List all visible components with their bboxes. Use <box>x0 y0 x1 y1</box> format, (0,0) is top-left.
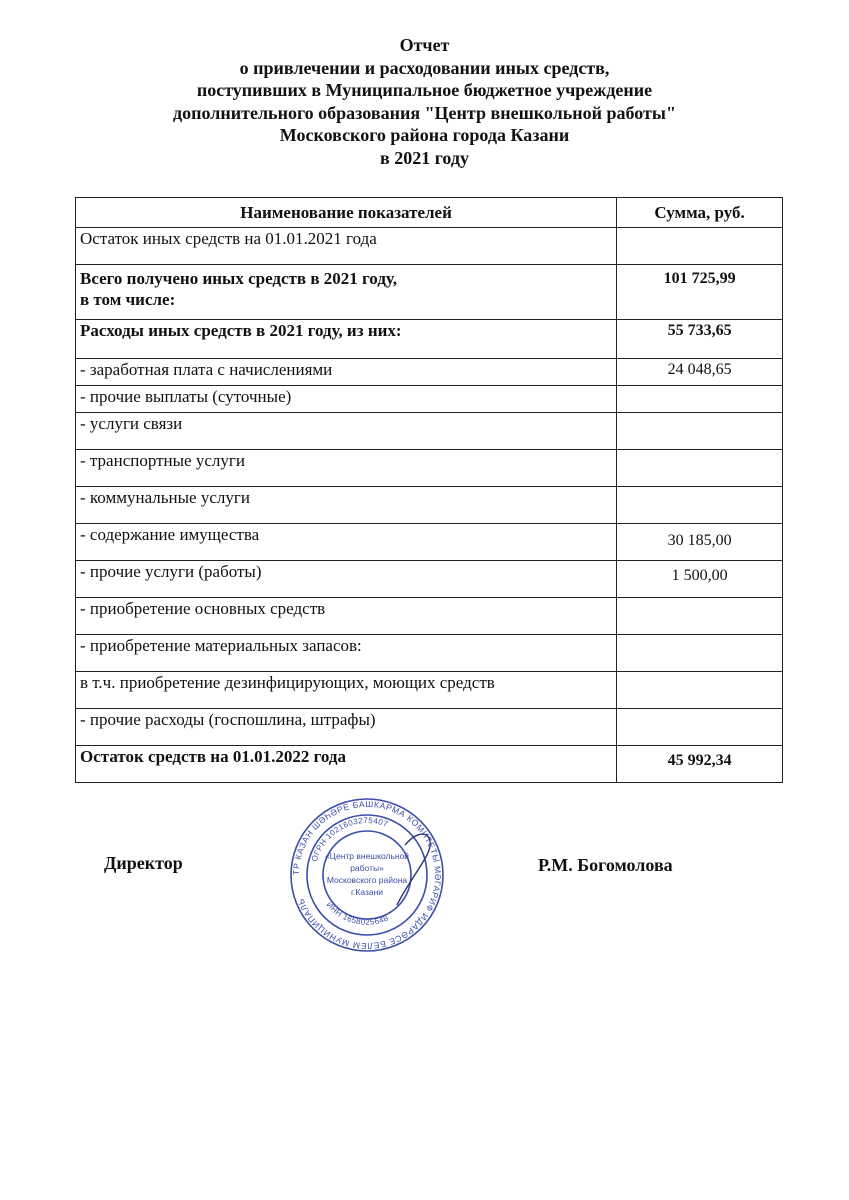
signature-person: Р.М. Богомолова <box>538 855 673 875</box>
row-name: Расходы иных средств в 2021 году, из них: <box>76 320 617 359</box>
header-sum: Сумма, руб. <box>617 198 783 228</box>
row-name: - содержание имущества <box>76 524 617 561</box>
stamp-center-1: «Центр внешкольной <box>324 851 410 861</box>
report-title <box>0 34 849 169</box>
row-sum <box>617 413 783 450</box>
table-row <box>76 265 783 320</box>
row-name: в т.ч. приобретение дезинфицирующих, моющих средств <box>76 672 617 709</box>
row-name <box>76 265 617 320</box>
header-name: Наименование показателей <box>76 198 617 228</box>
signature-position: Директор <box>104 853 183 873</box>
stamp-center-3: Московского района <box>326 875 408 885</box>
table-row <box>76 561 783 598</box>
table-row <box>76 598 783 635</box>
table-row <box>76 413 783 450</box>
row-name: Остаток иных средств на 01.01.2021 года <box>76 228 617 265</box>
row-sum: 55 733,65 <box>617 320 783 359</box>
row-name: - прочие расходы (госпошлина, штрафы) <box>76 709 617 746</box>
row-sum <box>617 598 783 635</box>
row-name: - транспортные услуги <box>76 450 617 487</box>
row-name: - коммунальные услуги <box>76 487 617 524</box>
table-row <box>76 709 783 746</box>
row-sum <box>617 709 783 746</box>
stamp-inn-text: ИНН 1658025648 <box>324 900 390 927</box>
row-name-line-2: в том числе: <box>80 290 176 309</box>
row-name-line-1: Всего получено иных средств в 2021 году, <box>80 269 397 288</box>
title-line-5: Московского района города Казани <box>279 125 570 145</box>
row-sum: 101 725,99 <box>617 265 783 320</box>
table-row <box>76 386 783 413</box>
stamp-texts <box>291 799 443 951</box>
row-name: - прочие выплаты (суточные) <box>76 386 617 413</box>
row-sum <box>617 487 783 524</box>
table-row <box>76 635 783 672</box>
row-sum: 45 992,34 <box>617 746 783 783</box>
stamp-center-2: работы» <box>350 863 384 873</box>
stamp-outer-text: ТР КАЗАН ШӘҺӘРЕ БАШКАРМА КОМИТЕТЫ МӘГАРИФ ИДАРӘСЕ БЕЛЕМ МУНИЦИПАЛЬ <box>290 798 444 952</box>
title-line-6: в 2021 году <box>379 147 470 168</box>
table-row <box>76 672 783 709</box>
table-row <box>76 524 783 561</box>
table-row <box>76 359 783 386</box>
row-sum: 1 500,00 <box>617 561 783 598</box>
report-table <box>75 197 783 783</box>
table-row <box>76 320 783 359</box>
signature-scribble-icon <box>397 834 430 905</box>
row-name: - приобретение основных средств <box>76 598 617 635</box>
row-sum <box>617 228 783 265</box>
stamp-center-4: г.Казани <box>350 887 384 897</box>
row-name: Остаток средств на 01.01.2022 года <box>76 746 617 783</box>
table-header-row <box>76 198 783 228</box>
title-line-3: поступивших в Муниципальное бюджетное учреждение <box>196 80 653 100</box>
row-sum <box>617 386 783 413</box>
row-sum <box>617 635 783 672</box>
row-name: - услуги связи <box>76 413 617 450</box>
official-stamp-icon <box>287 795 447 955</box>
table-row <box>76 487 783 524</box>
table-row <box>76 450 783 487</box>
row-sum: 30 185,00 <box>617 524 783 561</box>
row-sum <box>617 450 783 487</box>
title-line-1: Отчет <box>399 35 450 55</box>
table-row <box>76 746 783 783</box>
row-name: - прочие услуги (работы) <box>76 561 617 598</box>
row-sum <box>617 672 783 709</box>
row-name: - приобретение материальных запасов: <box>76 635 617 672</box>
row-name: - заработная плата с начислениями <box>76 359 617 386</box>
title-line-2: о привлечении и расходовании иных средств, <box>239 57 610 78</box>
row-sum: 24 048,65 <box>617 359 783 386</box>
table-row <box>76 228 783 265</box>
title-line-4: дополнительного образования "Центр внешкольной работы" <box>173 102 676 123</box>
stamp-inner-text: ОГРН 1021603275407 <box>309 815 390 863</box>
